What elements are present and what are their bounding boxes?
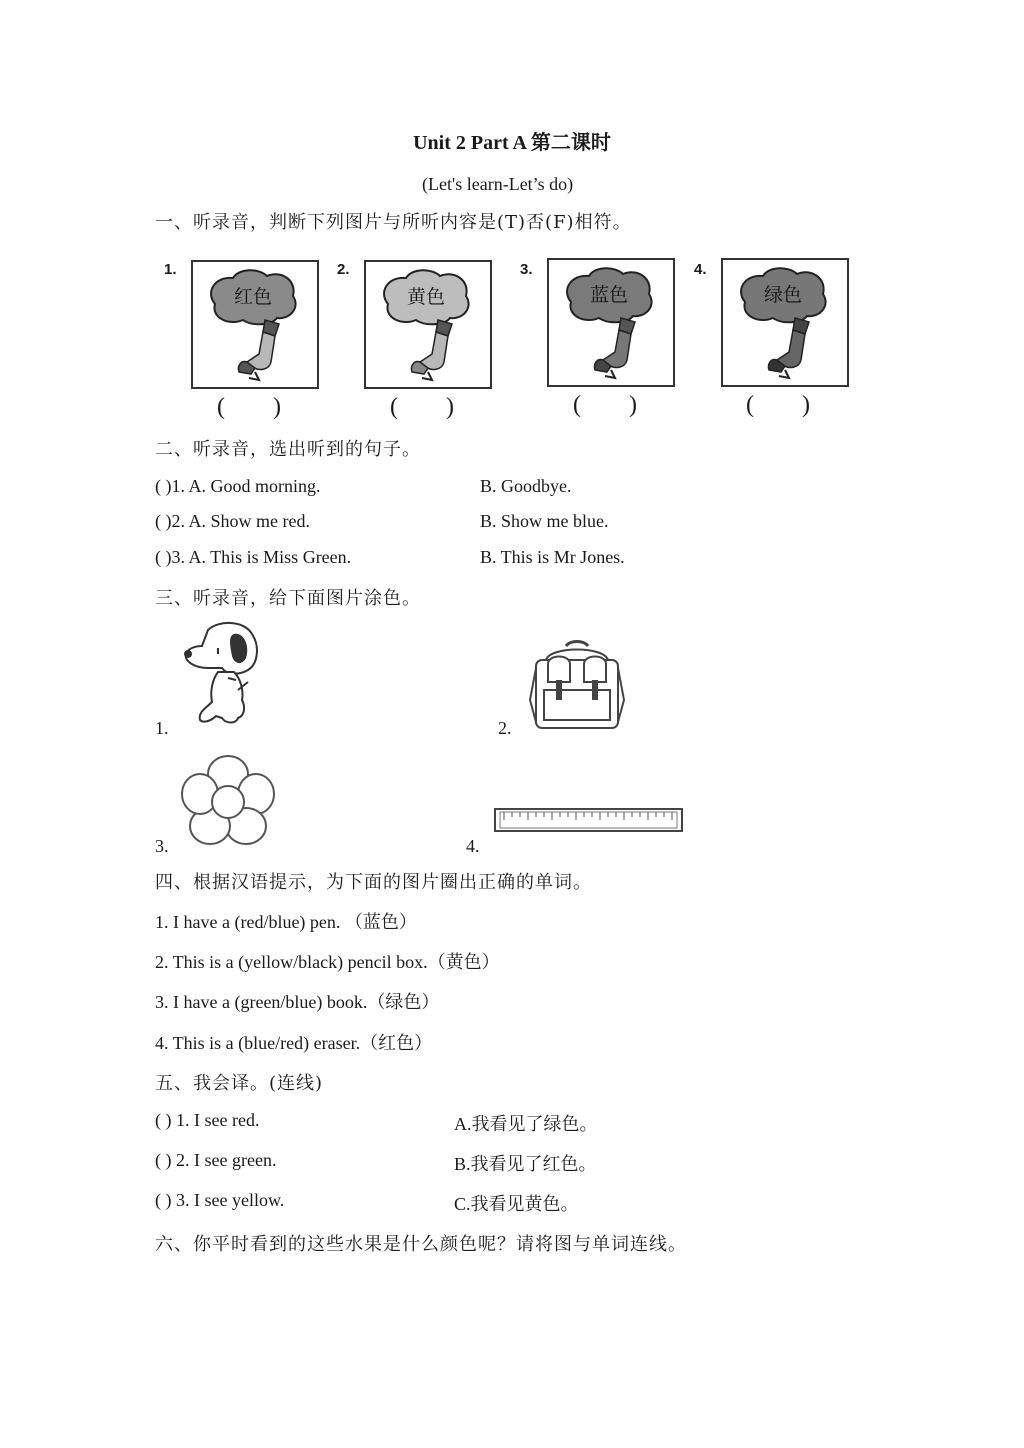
item-number: 4. <box>694 261 707 278</box>
option-b: B. Show me blue. <box>480 511 609 531</box>
option-b: B. Goodbye. <box>480 476 572 496</box>
section5-heading: 五、我会译。(连线) <box>155 1073 324 1094</box>
item-number: 2. <box>337 261 350 278</box>
question-row: ( )3. A. This is Miss Green. <box>155 547 352 567</box>
circle-word-row: 1. I have a (red/blue) pen. （蓝色） <box>155 912 417 932</box>
paint-tube-red-picture <box>191 260 319 389</box>
page-subtitle: (Let's learn-Let’s do) <box>422 174 574 194</box>
question-row: ( )1. A. Good morning. <box>155 476 321 496</box>
question-row: ( )2. A. Show me red. <box>155 511 310 531</box>
flower-picture <box>180 754 276 848</box>
section1-heading: 一、听录音，判断下列图片与所听内容是(T)否(F)相符。 <box>155 212 632 233</box>
paint-tube-blue-picture <box>547 258 675 387</box>
picture-number: 4. <box>466 836 480 856</box>
dog-picture <box>178 620 274 732</box>
answer-blank[interactable]: ( ) <box>217 394 281 420</box>
backpack-picture <box>526 640 628 732</box>
match-row: ( ) 3. I see yellow. <box>155 1190 285 1210</box>
circle-word-row: 4. This is a (blue/red) eraser.（红色） <box>155 1033 433 1053</box>
match-option: A.我看见了绿色。 <box>454 1114 598 1134</box>
section4-heading: 四、根据汉语提示，为下面的图片圈出正确的单词。 <box>155 872 592 893</box>
color-label: 蓝色 <box>589 284 629 306</box>
paint-tube-green-picture <box>721 258 849 387</box>
section2-heading: 二、听录音，选出听到的句子。 <box>155 439 421 460</box>
circle-word-row: 2. This is a (yellow/black) pencil box.（黄色） <box>155 952 500 972</box>
color-label: 绿色 <box>763 284 803 306</box>
picture-number: 3. <box>155 836 169 856</box>
answer-blank[interactable]: ( ) <box>746 392 810 418</box>
picture-number: 1. <box>155 718 169 738</box>
match-option: C.我看见黄色。 <box>454 1194 579 1214</box>
option-b: B. This is Mr Jones. <box>480 547 625 567</box>
section6-heading: 六、你平时看到的这些水果是什么颜色呢？请将图与单词连线。 <box>155 1234 687 1255</box>
item-number: 3. <box>520 261 533 278</box>
ruler-picture <box>494 806 684 834</box>
answer-blank[interactable]: ( ) <box>390 394 454 420</box>
picture-number: 2. <box>498 718 512 738</box>
color-label: 黄色 <box>406 286 446 308</box>
match-row: ( ) 2. I see green. <box>155 1150 277 1170</box>
page-title: Unit 2 Part A 第二课时 <box>413 132 611 154</box>
circle-word-row: 3. I have a (green/blue) book.（绿色） <box>155 992 440 1012</box>
match-row: ( ) 1. I see red. <box>155 1110 260 1130</box>
item-number: 1. <box>164 261 177 278</box>
section3-heading: 三、听录音，给下面图片涂色。 <box>155 588 421 609</box>
answer-blank[interactable]: ( ) <box>573 392 637 418</box>
color-label: 红色 <box>233 286 273 308</box>
paint-tube-yellow-picture <box>364 260 492 389</box>
match-option: B.我看见了红色。 <box>454 1154 597 1174</box>
